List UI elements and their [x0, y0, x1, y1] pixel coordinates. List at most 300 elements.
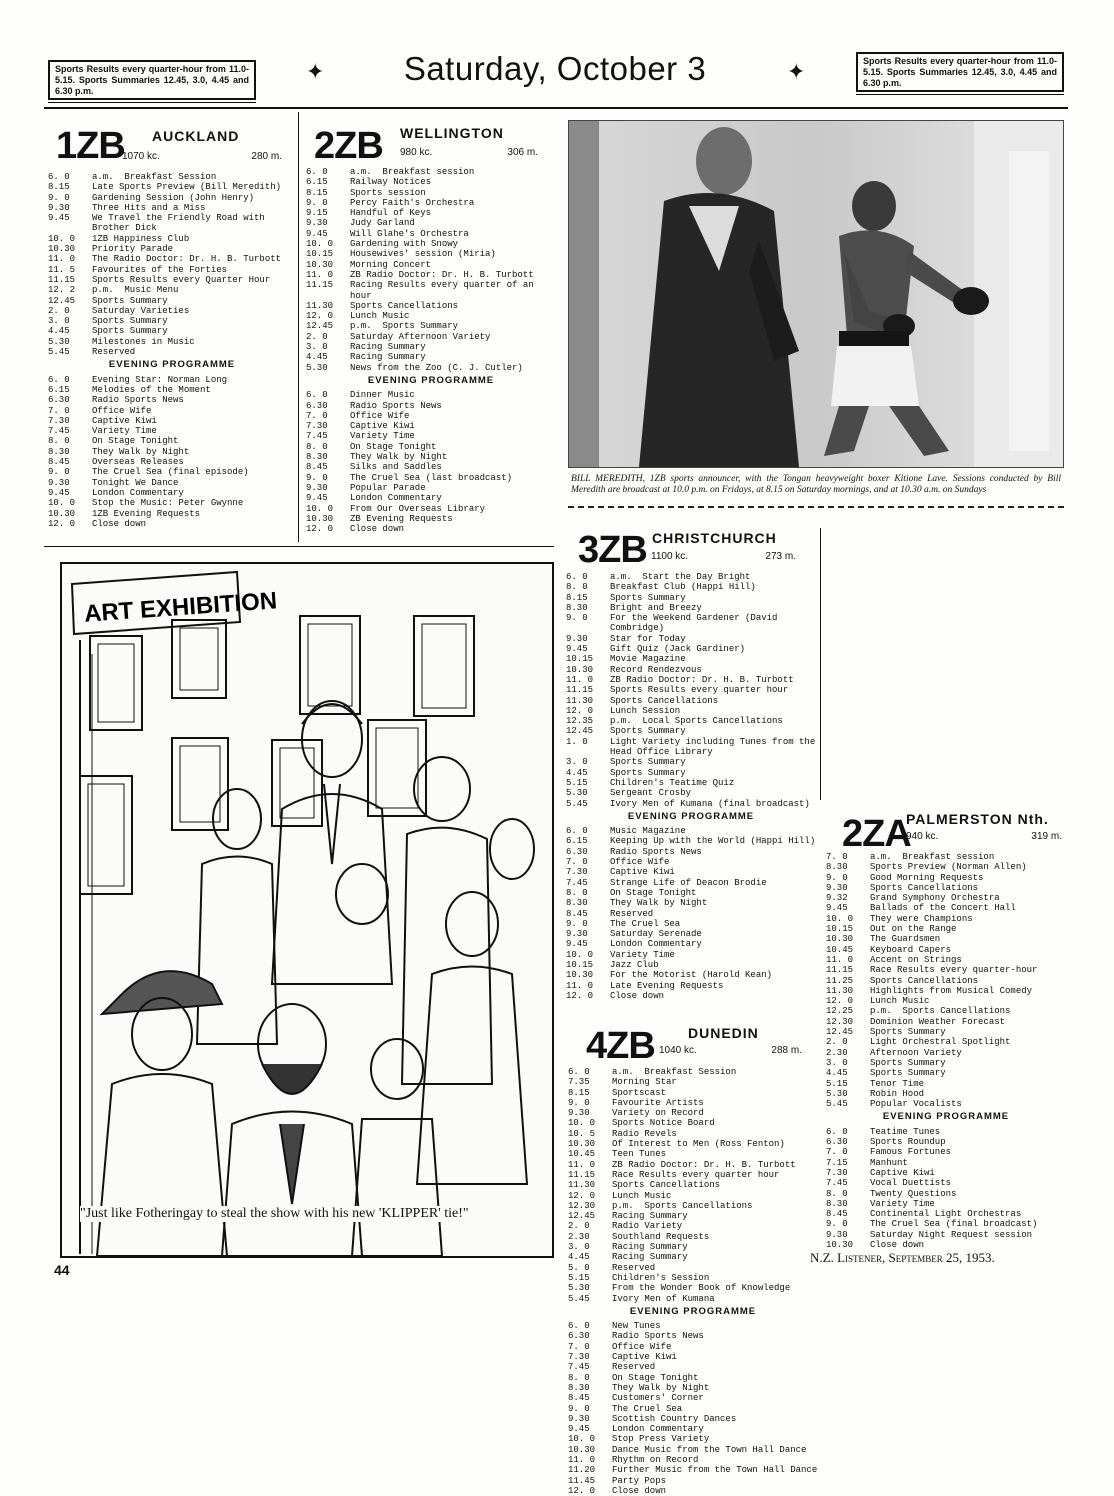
- schedule-row: [306, 483, 556, 493]
- schedule-row: [48, 519, 296, 529]
- schedule-time: 11. 0: [826, 954, 854, 965]
- schedule-row: [568, 1160, 818, 1170]
- schedule-time: 8.30: [48, 446, 70, 457]
- schedule-programme: Close down: [870, 1239, 925, 1250]
- schedule-time: 11.15: [48, 274, 76, 285]
- schedule-programme: Racing Summary: [612, 1211, 688, 1222]
- schedule-row: [566, 582, 816, 592]
- schedule-row: [306, 442, 556, 452]
- schedule-time: 10. 0: [568, 1118, 596, 1129]
- station-callsign: 4ZB: [586, 1025, 655, 1067]
- schedule-time: 7.30: [568, 1352, 590, 1363]
- schedule-row: [566, 898, 816, 908]
- schedule-row: [826, 945, 1066, 955]
- schedule-programme: Sports Roundup: [870, 1137, 946, 1148]
- schedule-programme: Captive Kiwi: [350, 421, 415, 432]
- schedule-time: 8.15: [48, 182, 70, 193]
- schedule-row: [568, 1455, 818, 1465]
- schedule-programme: Melodies of the Moment: [92, 384, 211, 395]
- schedule-time: 11. 0: [48, 254, 76, 265]
- schedule-programme: Gardening Session (John Henry): [92, 192, 255, 203]
- schedule-time: 5.30: [568, 1283, 590, 1294]
- station-city: AUCKLAND: [152, 128, 240, 144]
- schedule-row: [48, 406, 296, 416]
- schedule-row: [306, 342, 556, 352]
- schedule-row: [568, 1088, 818, 1098]
- schedule-programme: Manhunt: [870, 1157, 908, 1168]
- schedule-time: 7.15: [826, 1157, 848, 1168]
- schedule-row: [566, 644, 816, 654]
- schedule-time: 11.15: [566, 685, 594, 696]
- station-callsign: 3ZB: [578, 529, 647, 571]
- schedule-programme: Variety Time: [92, 426, 157, 437]
- schedule-time: 8.45: [568, 1393, 590, 1404]
- schedule-time: 9.45: [48, 487, 70, 498]
- schedule-row: [306, 198, 556, 208]
- schedule-time: 8.30: [566, 602, 588, 613]
- schedule-time: 9. 0: [568, 1097, 590, 1108]
- schedule-programme: Teen Tunes: [612, 1149, 667, 1160]
- schedule-row: [826, 976, 1066, 986]
- schedule-row: [306, 321, 556, 331]
- schedule-programme: ZB Radio Doctor: Dr. H. B. Turbott: [612, 1159, 796, 1170]
- station-frequency: 980 kc.: [400, 147, 433, 158]
- schedule-programme: Close down: [350, 524, 405, 535]
- schedule-programme: Ivory Men of Kumana: [612, 1293, 715, 1304]
- schedule-time: 1. 0: [566, 736, 588, 747]
- schedule-time: 5.15: [568, 1272, 590, 1283]
- station-schedule: [306, 167, 556, 534]
- schedule-programme: Percy Faith's Orchestra: [350, 197, 475, 208]
- schedule-time: 3. 0: [826, 1057, 848, 1068]
- schedule-time: 12. 0: [306, 311, 334, 322]
- schedule-programme: Accent on Strings: [870, 954, 962, 965]
- schedule-row: [826, 986, 1066, 996]
- schedule-programme: Robin Hood: [870, 1088, 925, 1099]
- schedule-row: [568, 1232, 818, 1242]
- schedule-programme: We Travel the Friendly Road with Brother Dick: [92, 213, 271, 234]
- schedule-time: 11.15: [568, 1169, 596, 1180]
- schedule-time: 12.45: [826, 1027, 854, 1038]
- schedule-programme: Tenor Time: [870, 1078, 925, 1089]
- schedule-programme: They Walk by Night: [92, 446, 190, 457]
- schedule-time: 10.15: [566, 959, 594, 970]
- schedule-row: [568, 1077, 818, 1087]
- schedule-programme: p.m. Sports Summary: [350, 321, 459, 332]
- schedule-row: [566, 726, 816, 736]
- schedule-time: 10.45: [568, 1149, 596, 1160]
- schedule-time: 5.15: [826, 1078, 848, 1089]
- schedule-row: [566, 847, 816, 857]
- schedule-time: 2.30: [826, 1047, 848, 1058]
- schedule-programme: a.m. Breakfast Session: [92, 172, 217, 182]
- schedule-programme: Keeping Up with the World (Happi Hill): [610, 836, 816, 847]
- schedule-row: [48, 447, 296, 457]
- schedule-row: [568, 1170, 818, 1180]
- schedule-programme: Sports Preview (Norman Allen): [870, 862, 1027, 873]
- schedule-row: [566, 736, 821, 758]
- schedule-programme: Lunch Session: [610, 705, 681, 716]
- schedule-row: [568, 1098, 818, 1108]
- schedule-time: 10.30: [826, 1239, 854, 1250]
- schedule-row: [306, 188, 556, 198]
- schedule-time: 6.15: [566, 836, 588, 847]
- evening-programme-heading: EVENING PROGRAMME: [627, 810, 755, 822]
- schedule-time: 9.30: [48, 477, 70, 488]
- schedule-programme: ZB Radio Doctor: Dr. H. B. Turbott: [610, 674, 794, 685]
- schedule-programme: p.m. Sports Cancellations: [612, 1200, 753, 1211]
- schedule-programme: Southland Requests: [612, 1231, 710, 1242]
- schedule-programme: Movie Magazine: [610, 654, 686, 665]
- schedule-programme: Lunch Music: [612, 1190, 672, 1201]
- schedule-row: [566, 706, 816, 716]
- schedule-row: [568, 1342, 818, 1352]
- schedule-time: 10.30: [826, 934, 854, 945]
- schedule-row: [48, 254, 296, 264]
- schedule-row: [306, 473, 556, 483]
- schedule-time: 8.45: [566, 908, 588, 919]
- schedule-row: [566, 981, 816, 991]
- schedule-row: [306, 421, 556, 431]
- schedule-row: [306, 504, 556, 514]
- schedule-programme: On Stage Tonight: [350, 441, 437, 452]
- schedule-time: 4.45: [566, 767, 588, 778]
- schedule-time: 8.30: [566, 898, 588, 909]
- schedule-row: [826, 1068, 1066, 1078]
- schedule-row: [566, 919, 816, 929]
- schedule-time: 10.15: [826, 924, 854, 935]
- schedule-time: 11.20: [568, 1465, 596, 1476]
- station-frequency: 1100 kc.: [651, 551, 689, 562]
- schedule-row: [826, 914, 1066, 924]
- schedule-row: [566, 836, 816, 846]
- schedule-programme: Grand Symphony Orchestra: [870, 893, 1000, 904]
- station-frequency: 1070 kc.: [122, 151, 160, 162]
- schedule-programme: Reserved: [610, 908, 654, 919]
- schedule-programme: Sports Summary: [92, 316, 168, 327]
- schedule-programme: Star for Today: [610, 633, 686, 644]
- schedule-time: 8.30: [826, 862, 848, 873]
- schedule-time: 6.15: [48, 384, 70, 395]
- schedule-programme: Light Orchestral Spotlight: [870, 1037, 1011, 1048]
- schedule-row: [306, 177, 556, 187]
- schedule-time: 9.45: [826, 903, 848, 914]
- schedule-programme: Sports Cancellations: [612, 1180, 721, 1191]
- schedule-time: 3. 0: [306, 342, 328, 353]
- schedule-programme: London Commentary: [612, 1424, 704, 1435]
- schedule-programme: Gardening with Snowy: [350, 239, 459, 250]
- schedule-row: [566, 768, 816, 778]
- schedule-row: [568, 1180, 818, 1190]
- schedule-row: [568, 1294, 818, 1304]
- schedule-programme: Radio Sports News: [612, 1331, 704, 1342]
- schedule-row: [568, 1221, 818, 1231]
- schedule-row: [566, 634, 816, 644]
- schedule-programme: Variety Time: [350, 431, 415, 442]
- schedule-time: 10.45: [826, 944, 854, 955]
- schedule-row: [566, 603, 816, 613]
- schedule-time: 7.30: [306, 421, 328, 432]
- station-callsign: 1ZB: [56, 125, 125, 167]
- schedule-time: 6. 0: [48, 172, 70, 182]
- schedule-programme: Late Evening Requests: [610, 980, 724, 991]
- schedule-programme: Afternoon Variety: [870, 1047, 962, 1058]
- schedule-time: 10.30: [566, 664, 594, 675]
- schedule-row: [566, 878, 816, 888]
- schedule-time: 12. 0: [826, 996, 854, 1007]
- schedule-programme: Sports Summary: [610, 726, 686, 737]
- schedule-row: [826, 873, 1066, 883]
- schedule-time: 2. 0: [48, 305, 70, 316]
- schedule-time: 6. 0: [48, 374, 70, 385]
- schedule-row: [48, 478, 296, 488]
- schedule-time: 9.30: [306, 218, 328, 229]
- schedule-row: [306, 270, 556, 280]
- schedule-time: 10. 0: [48, 498, 76, 509]
- schedule-programme: London Commentary: [92, 487, 184, 498]
- schedule-row: [568, 1252, 818, 1262]
- schedule-programme: Late Sports Preview (Bill Meredith): [92, 182, 282, 193]
- schedule-row: [566, 826, 816, 836]
- schedule-row: [568, 1273, 818, 1283]
- column-rule-horizontal: [44, 546, 554, 547]
- schedule-programme: The Cruel Sea (final broadcast): [870, 1219, 1038, 1230]
- schedule-row: [568, 1211, 818, 1221]
- schedule-row: [566, 788, 816, 798]
- schedule-row: [826, 852, 1066, 862]
- schedule-programme: Race Results every quarter hour: [612, 1169, 780, 1180]
- schedule-time: 10. 0: [566, 949, 594, 960]
- schedule-row: [566, 572, 816, 582]
- schedule-row: [566, 685, 816, 695]
- schedule-row: [826, 1037, 1066, 1047]
- schedule-programme: Sports session: [350, 187, 426, 198]
- schedule-programme: Sports Notice Board: [612, 1118, 715, 1129]
- schedule-row: [826, 1189, 1066, 1199]
- schedule-row: [48, 316, 296, 326]
- schedule-programme: Stop the Music: Peter Gwynne: [92, 498, 244, 509]
- schedule-time: 10. 0: [306, 239, 334, 250]
- station-schedule: [48, 172, 296, 529]
- schedule-time: 7.45: [826, 1178, 848, 1189]
- schedule-row: [566, 778, 816, 788]
- schedule-row: [306, 208, 556, 218]
- schedule-row: [566, 960, 816, 970]
- schedule-programme: Sports Cancellations: [610, 695, 719, 706]
- schedule-time: 12.35: [566, 716, 594, 727]
- schedule-row: [568, 1283, 818, 1293]
- schedule-time: 8. 0: [826, 1188, 848, 1199]
- station-callsign: 2ZB: [314, 125, 383, 167]
- schedule-programme: Variety Time: [610, 949, 675, 960]
- schedule-time: 11.15: [306, 280, 334, 291]
- schedule-time: 7. 0: [826, 1147, 848, 1158]
- schedule-time: 6.30: [306, 400, 328, 411]
- station-wavelength: 319 m.: [1031, 831, 1062, 842]
- schedule-row: [568, 1465, 818, 1475]
- station-callsign: 2ZA: [842, 813, 911, 855]
- schedule-programme: Variety on Record: [612, 1108, 704, 1119]
- schedule-time: 7.45: [566, 877, 588, 888]
- schedule-time: 8. 0: [48, 436, 70, 447]
- schedule-time: 6. 0: [566, 826, 588, 837]
- schedule-time: 6. 0: [306, 390, 328, 401]
- schedule-row: [306, 249, 556, 259]
- schedule-time: 3. 0: [568, 1242, 590, 1253]
- schedule-programme: Saturday Afternoon Variety: [350, 331, 491, 342]
- schedule-row: [568, 1393, 818, 1403]
- schedule-time: 10.30: [306, 259, 334, 270]
- schedule-row: [48, 213, 296, 234]
- schedule-programme: Teatime Tunes: [870, 1126, 941, 1137]
- schedule-time: 7. 0: [566, 857, 588, 868]
- schedule-row: [306, 401, 556, 411]
- schedule-row: [306, 411, 556, 421]
- schedule-programme: p.m. Local Sports Cancellations: [610, 716, 783, 727]
- schedule-programme: Tonight We Dance: [92, 477, 179, 488]
- schedule-programme: Scottish Country Dances: [612, 1413, 737, 1424]
- schedule-time: 5.30: [826, 1088, 848, 1099]
- schedule-time: 6.30: [566, 846, 588, 857]
- schedule-row: [826, 1178, 1066, 1188]
- schedule-programme: Sportscast: [612, 1087, 667, 1098]
- schedule-time: 5.45: [826, 1099, 848, 1110]
- schedule-programme: Saturday Serenade: [610, 929, 702, 940]
- schedule-programme: Bright and Breezy: [610, 602, 702, 613]
- schedule-row: [568, 1201, 818, 1211]
- schedule-programme: Racing Summary: [350, 342, 426, 353]
- photo-caption: BILL MEREDITH, 1ZB sports announcer, with the Tongan heavyweight boxer Kitione Lave. Sessions conducted by Bill Meredith are broadcast at 10.0 p.m. on Fridays, at 8.15 on Saturday mornings, and at 10.30 a.m. on Sundays: [571, 474, 1061, 495]
- schedule-programme: Variety Time: [870, 1198, 935, 1209]
- station-schedule: [568, 1067, 818, 1496]
- schedule-row: [566, 757, 816, 767]
- schedule-time: 2.30: [568, 1231, 590, 1242]
- schedule-row: [48, 326, 296, 336]
- schedule-programme: Sergeant Crosby: [610, 788, 692, 799]
- schedule-time: 8.45: [48, 457, 70, 468]
- schedule-programme: p.m. Sports Cancellations: [870, 1006, 1011, 1017]
- schedule-time: 11.30: [306, 300, 334, 311]
- column-rule: [298, 112, 299, 542]
- schedule-time: 12.45: [306, 321, 334, 332]
- schedule-programme: Overseas Releases: [92, 457, 184, 468]
- schedule-programme: Of Interest to Men (Ross Fenton): [612, 1139, 785, 1150]
- schedule-time: 10.30: [566, 970, 594, 981]
- schedule-time: 4.45: [48, 326, 70, 337]
- schedule-time: 11. 0: [566, 980, 594, 991]
- schedule-row: [566, 654, 816, 664]
- schedule-programme: Racing Results every quarter of an hour: [350, 280, 540, 301]
- schedule-programme: Saturday Night Request session: [870, 1229, 1033, 1240]
- schedule-row: [568, 1362, 818, 1372]
- schedule-row: [566, 909, 816, 919]
- schedule-time: 9.30: [568, 1108, 590, 1119]
- schedule-row: [568, 1373, 818, 1383]
- schedule-row: [566, 867, 816, 877]
- schedule-programme: Will Glahe's Orchestra: [350, 228, 469, 239]
- schedule-programme: Three Hits and a Miss: [92, 202, 206, 213]
- schedule-time: 12. 0: [566, 705, 594, 716]
- evening-programme-heading: EVENING PROGRAMME: [882, 1111, 1010, 1123]
- schedule-programme: Ballads of the Concert Hall: [870, 903, 1016, 914]
- schedule-time: 10.30: [306, 513, 334, 524]
- schedule-programme: The Cruel Sea: [610, 918, 681, 929]
- schedule-time: 7. 0: [48, 405, 70, 416]
- schedule-row: [306, 311, 556, 321]
- schedule-row: [48, 285, 296, 295]
- schedule-row: [568, 1404, 818, 1414]
- schedule-row: [826, 934, 1066, 944]
- schedule-time: 5.30: [48, 336, 70, 347]
- schedule-time: 12. 2: [48, 285, 76, 296]
- schedule-row: [566, 950, 816, 960]
- schedule-row: [306, 167, 556, 177]
- schedule-time: 6.15: [306, 177, 328, 188]
- schedule-programme: Handful of Keys: [350, 208, 432, 219]
- schedule-programme: 1ZB Happiness Club: [92, 233, 190, 244]
- schedule-programme: Office Wife: [350, 410, 410, 421]
- schedule-time: 9. 0: [826, 872, 848, 883]
- schedule-programme: Silks and Saddles: [350, 462, 442, 473]
- schedule-time: 9.30: [48, 202, 70, 213]
- star-ornament-left: ✦: [306, 59, 325, 84]
- schedule-time: 8.15: [568, 1087, 590, 1098]
- schedule-row: [48, 275, 296, 285]
- schedule-time: 10.30: [48, 508, 76, 519]
- schedule-row: [306, 280, 556, 301]
- schedule-programme: New Tunes: [612, 1321, 661, 1332]
- schedule-programme: Sports Summary: [92, 326, 168, 337]
- schedule-row: [48, 375, 296, 385]
- schedule-time: 10.15: [306, 249, 334, 260]
- schedule-time: 10. 0: [826, 913, 854, 924]
- schedule-time: 12. 0: [568, 1485, 596, 1496]
- schedule-programme: Sports Cancellations: [870, 975, 979, 986]
- schedule-programme: For the Motorist (Harold Kean): [610, 970, 773, 981]
- schedule-row: [48, 509, 296, 519]
- schedule-programme: The Cruel Sea (final episode): [92, 467, 249, 478]
- schedule-programme: ZB Evening Requests: [350, 513, 453, 524]
- schedule-programme: Captive Kiwi: [870, 1167, 935, 1178]
- schedule-programme: Morning Concert: [350, 259, 432, 270]
- schedule-programme: Breakfast Club (Happi Hill): [610, 582, 756, 593]
- schedule-row: [826, 1209, 1066, 1219]
- schedule-time: 7.35: [568, 1077, 590, 1088]
- schedule-programme: Jazz Club: [610, 959, 659, 970]
- schedule-row: [568, 1149, 818, 1159]
- schedule-time: 10. 0: [48, 233, 76, 244]
- schedule-row: [826, 1127, 1066, 1137]
- schedule-programme: They Walk by Night: [350, 452, 448, 463]
- schedule-row: [568, 1486, 818, 1496]
- page-date-title: Saturday, October 3: [403, 50, 707, 87]
- caption-rule: [568, 506, 1064, 508]
- schedule-row: [48, 296, 296, 306]
- schedule-programme: Music Magazine: [610, 826, 686, 837]
- station-city: DUNEDIN: [688, 1025, 759, 1041]
- schedule-time: 7. 0: [826, 852, 848, 862]
- schedule-time: 9.32: [826, 893, 848, 904]
- schedule-programme: Radio Sports News: [610, 846, 702, 857]
- schedule-programme: Captive Kiwi: [610, 867, 675, 878]
- station-city: WELLINGTON: [400, 125, 504, 141]
- schedule-programme: From the Wonder Book of Knowledge: [612, 1283, 791, 1294]
- schedule-time: 10.15: [566, 654, 594, 665]
- schedule-time: 2. 0: [826, 1037, 848, 1048]
- schedule-programme: On Stage Tonight: [612, 1372, 699, 1383]
- schedule-programme: Office Wife: [92, 405, 152, 416]
- schedule-row: [306, 332, 556, 342]
